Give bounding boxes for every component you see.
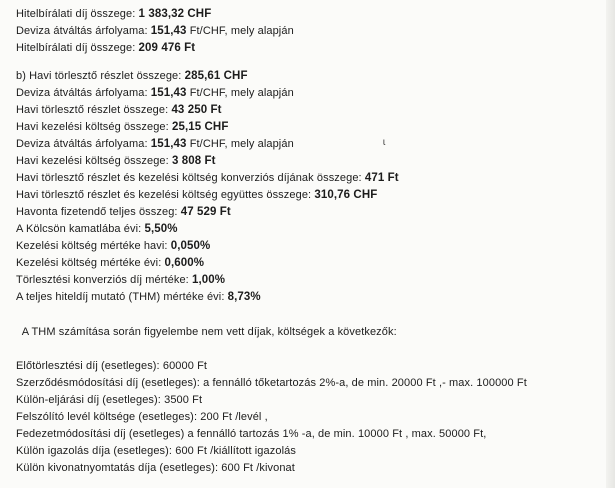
line-kamatlab: A Kölcsön kamatlába évi: 5,50% — [16, 223, 178, 235]
line-szerzodesmodositasi-dij: Szerződésmódosítási díj (esetleges): a fennálló tőketartozás 2%-a, de min. 20000 Ft ,- max. 100000 Ft — [16, 377, 527, 389]
line-felszolito-level: Felszólító levél költsége (esetleges): 200 Ft /levél , — [16, 411, 268, 423]
line-thm: A teljes hiteldíj mutató (THM) mértéke évi: 8,73% — [16, 291, 261, 303]
line-thm-heading: A THM számítása során figyelembe nem vett díjak, költségek a következők: — [16, 326, 397, 338]
line-kulon-eljarasi-dij: Külön-eljárási díj (esetleges): 3500 Ft — [16, 394, 203, 406]
stray-mark: ɩ — [383, 137, 386, 148]
line-kulon-igazolas: Külön igazolás díja (esetleges): 600 Ft /kiállított igazolás — [16, 445, 296, 457]
line-arfolyam-1: Deviza átváltás árfolyama: 151,43 Ft/CHF, mely alapján — [16, 25, 294, 37]
line-hitelbiralati-chf: Hitelbírálati díj összege: 1 383,32 CHF — [16, 8, 212, 20]
line-arfolyam-2: Deviza átváltás árfolyama: 151,43 Ft/CHF, mely alapján — [16, 87, 294, 99]
line-kezelesi-evi: Kezelési költség mértéke évi: 0,600% — [16, 257, 205, 269]
line-fedezetmodositasi-dij: Fedezetmódosítási díj (esetleges) a fennálló tartozás 1% -a, de min. 10000 Ft , max. 50000 Ft, — [16, 428, 487, 440]
line-havi-torleszto-ft: Havi törlesztő részlet összege: 43 250 Ft — [16, 104, 222, 116]
line-kezelesi-havi: Kezelési költség mértéke havi: 0,050% — [16, 240, 211, 252]
line-egyuttes-osszeg: Havi törlesztő részlet és kezelési költség együttes összege: 310,76 CHF — [16, 189, 378, 201]
line-havi-kezelesi-ft: Havi kezelési költség összege: 3 808 Ft — [16, 155, 216, 167]
line-havonta-fizetendo: Havonta fizetendő teljes összeg: 47 529 Ft — [16, 206, 231, 218]
page-edge-shadow — [606, 0, 615, 488]
line-konverzios-dij: Havi törlesztő részlet és kezelési költség konverziós díjának összege: 471 Ft — [16, 172, 399, 184]
line-elotorlesztesi-dij: Előtörlesztési díj (esetleges): 60000 Ft — [16, 360, 208, 372]
line-havi-kezelesi-chf: Havi kezelési költség összege: 25,15 CHF — [16, 121, 229, 133]
line-torlesztesi-konverzios: Törlesztési konverziós díj mértéke: 1,00% — [16, 274, 226, 286]
line-hitelbiralati-ft: Hitelbírálati díj összege: 209 476 Ft — [16, 42, 196, 54]
line-arfolyam-3: Deviza átváltás árfolyama: 151,43 Ft/CHF, mely alapján — [16, 138, 294, 150]
line-havi-torleszto-chf: b) Havi törlesztő részlet összege: 285,61 CHF — [16, 70, 248, 82]
line-kivonatnyomtatas: Külön kivonatnyomtatás díja (esetleges): 600 Ft /kivonat — [16, 462, 295, 474]
